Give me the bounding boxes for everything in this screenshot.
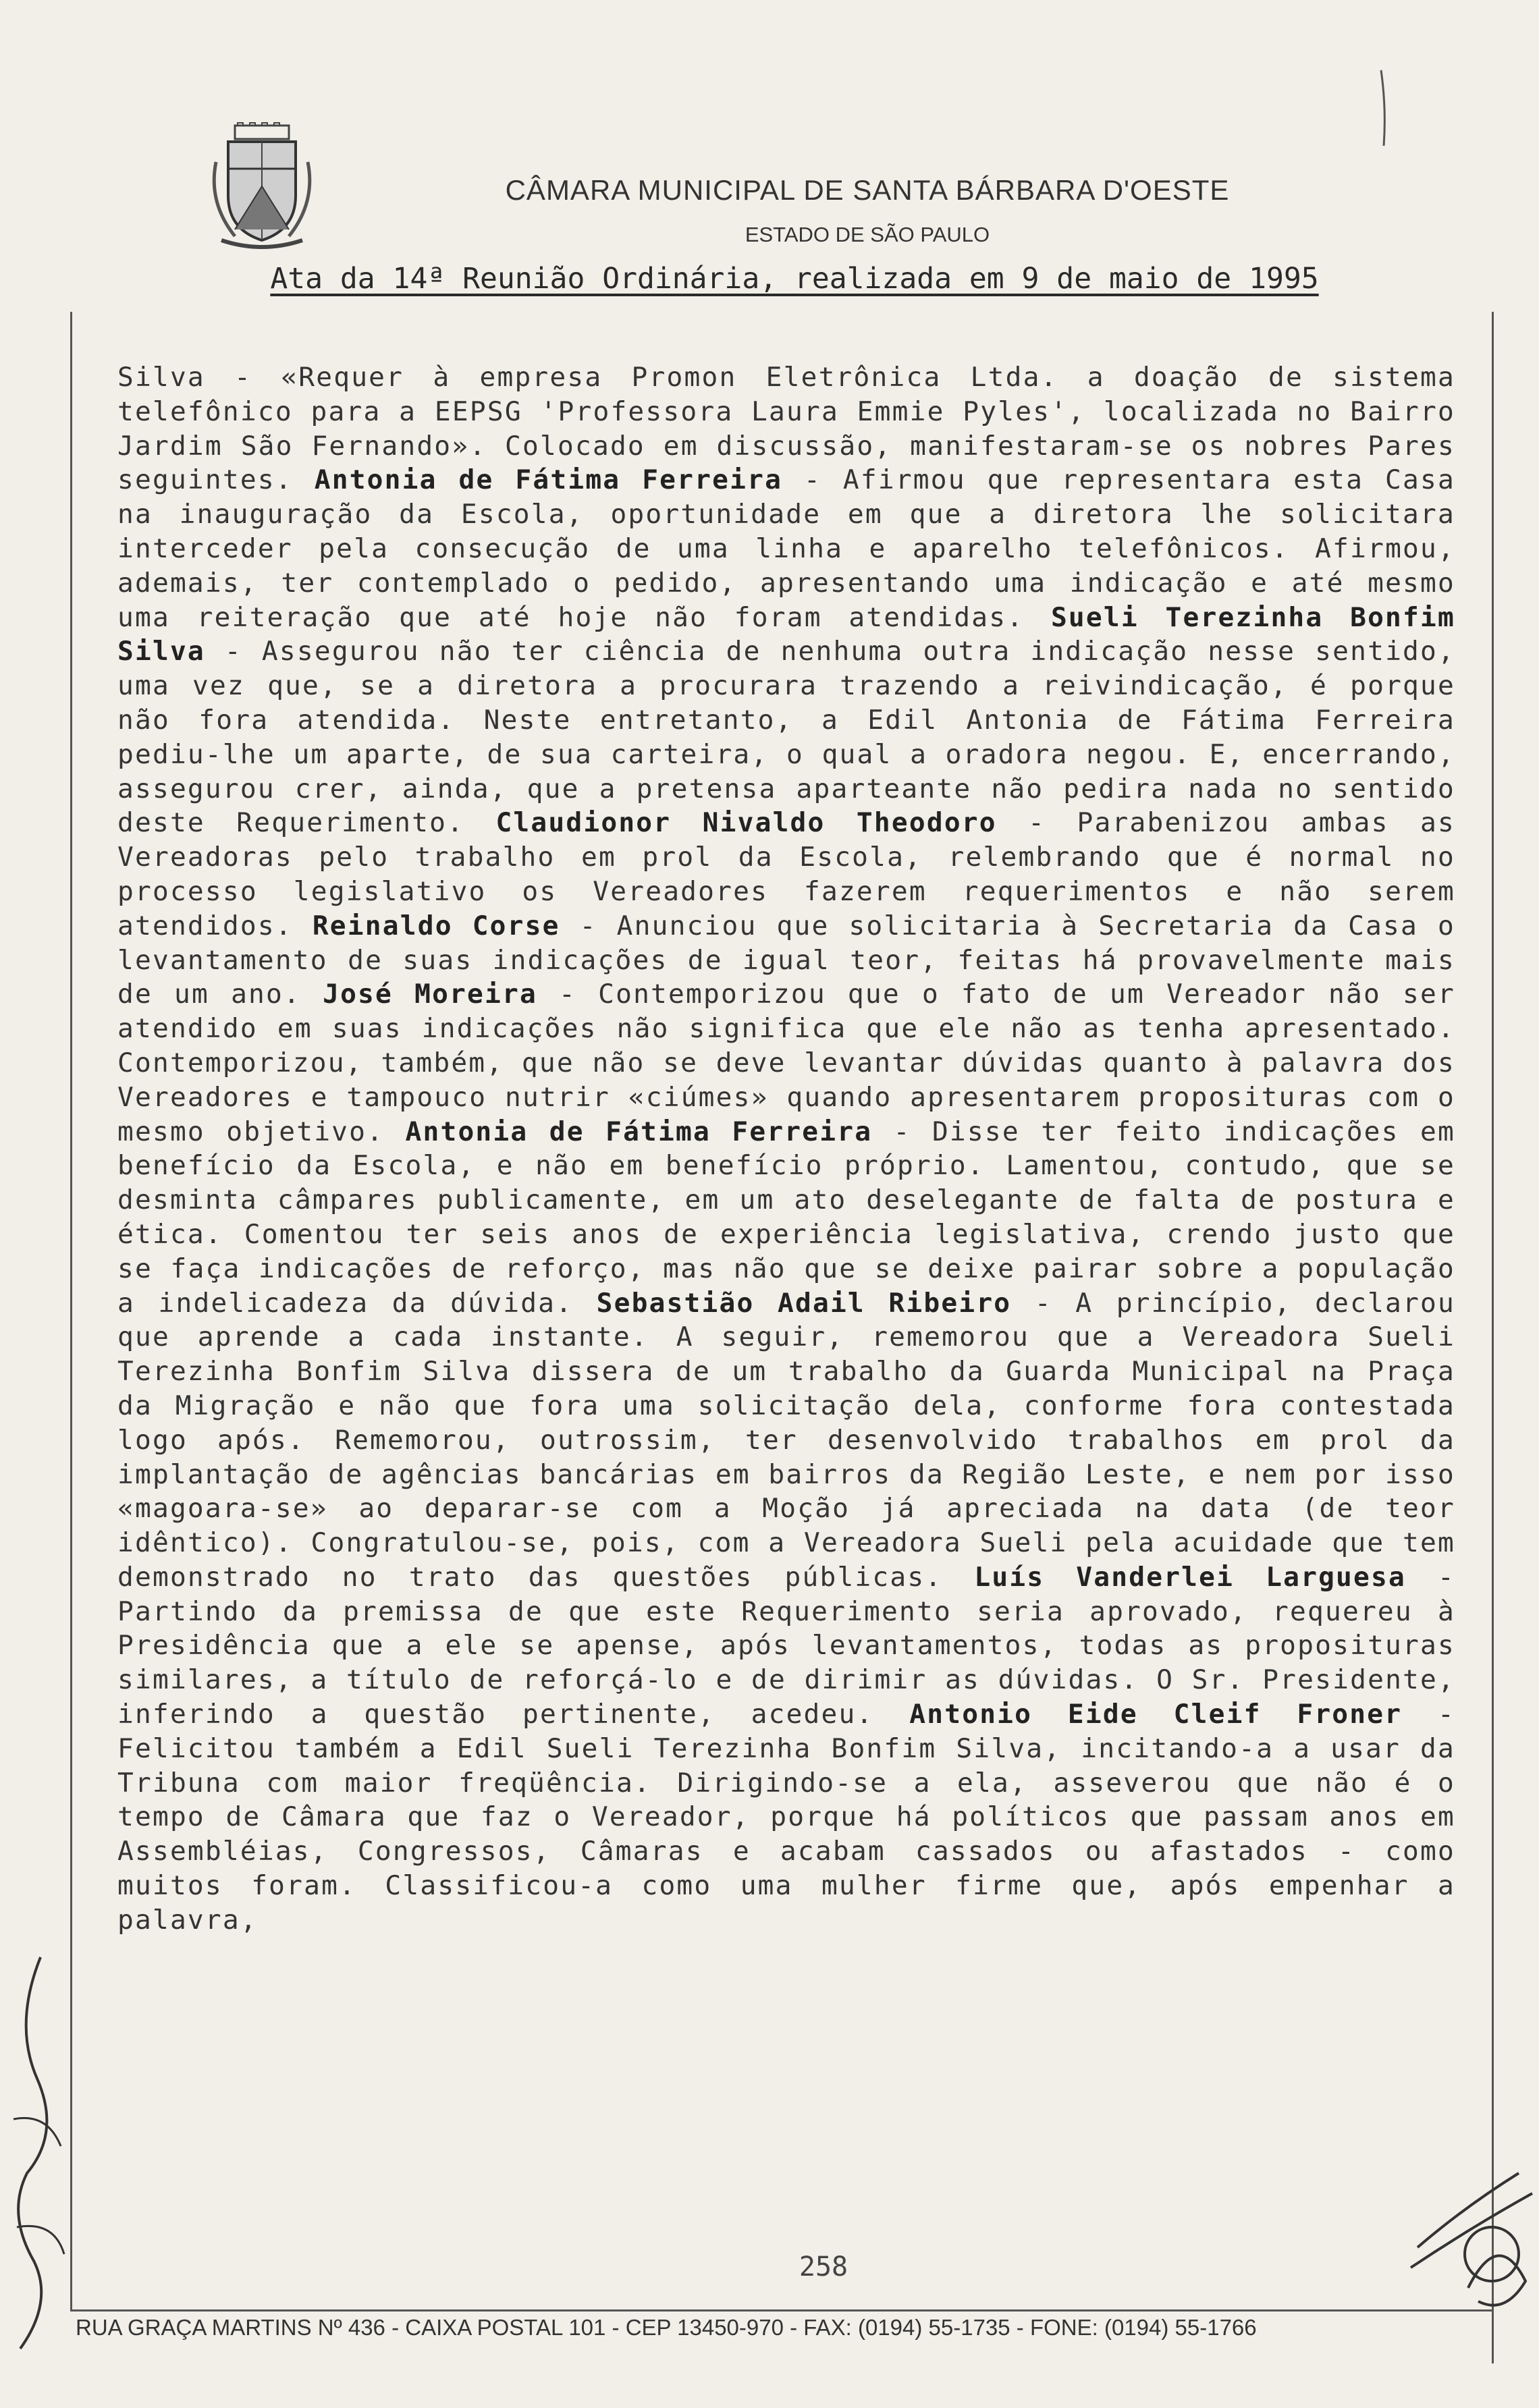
rubric-signature-icon — [1404, 2126, 1539, 2322]
page-number: 258 — [799, 2251, 848, 2282]
institution-name: CÂMARA MUNICIPAL DE SANTA BÁRBARA D'OESTE — [505, 174, 1230, 206]
pen-mark-icon — [1377, 67, 1390, 148]
speaker-name: Antonio Eide Cleif Froner — [909, 1699, 1403, 1730]
speaker-name: Luís Vanderlei Larguesa — [974, 1561, 1406, 1593]
municipal-coat-of-arms-icon — [208, 121, 316, 250]
text-segment: - A princípio, declarou que aprende a cada instante. A seguir, rememorou que a Vereadora Sueli Terezinha Bonfim Silva dissera de um trabalho da Guarda Municipal na Praça da Migração e não que fora uma solicitação dela, conforme fora contestada logo após. Rememorou, outrossim, ter desenvolvido trabalhos em prol da implantação de agências bancárias em bairros da Região Leste, e nem por isso «magoara-se» ao deparar-se com a Moção já apreciada na data (de teor idêntico). Congratulou-se, pois, com a Vereadora Sueli pela acuidade que tem demonstrado no trato das questões públicas. — [117, 1287, 1455, 1593]
text-segment: - Disse ter feito indicações em benefício da Escola, e não em benefício próprio. Lamentou, contudo, que se desminta câmpares publicamente, em um ato deselegante de falta de postura e ética. Comentou ter seis anos de experiência legislativa, crendo justo que se faça indicações de reforço, mas não que se deixe pairar sobre a população a indelicadeza da dúvida. — [117, 1116, 1455, 1319]
speaker-name: José Moreira — [323, 979, 537, 1010]
speaker-name: Reinaldo Corse — [312, 910, 560, 941]
right-margin-rule — [1492, 312, 1494, 2363]
address-footer: RUA GRAÇA MARTINS Nº 436 - CAIXA POSTAL 101 - CEP 13450-970 - FAX: (0194) 55-1735 - FONE: (0194) 55-1766 — [76, 2315, 1257, 2340]
text-segment: - Afirmou que representara esta Casa na inauguração da Escola, oportunidade em que a diretora lhe solicitara interceder pela consecução de uma linha e aparelho telefônicos. Afirmou, ademais, ter contemplado o pedido, apresentando uma indicação e até mesmo uma reiteração que até hoje não foram atendidas. — [117, 464, 1455, 633]
text-segment: Silva - «Requer à empresa Promon Eletrônica Ltda. a doação de sistema telefônico para a EEPSG 'Professora Laura Emmie Pyles', localizada no Bairro Jardim São Fernando». Colocado em discussão, manifestaram-se os nobres Pares seguintes. — [117, 362, 1455, 496]
text-segment: - Contemporizou que o fato de um Vereador não ser atendido em suas indicações não significa que ele não as tenha apresentado. Contemporizou, também, que não se deve levantar dúvidas quanto à palavra dos Vereadores e tampouco nutrir «ciúmes» quando apresentarem proposituras com o mesmo objetivo. — [117, 979, 1455, 1147]
margin-signature-icon — [0, 1944, 74, 2362]
text-segment: - Partindo da premissa de que este Requerimento seria aprovado, requereu à Presidência que a ele se apense, após levantamentos, todas as proposituras similares, a título de reforçá-lo e de dirimir as dúvidas. O Sr. Presidente, inferindo a questão pertinente, acedeu. — [117, 1561, 1455, 1730]
speaker-name: Antonia de Fátima Ferreira — [314, 464, 783, 496]
footer-rule — [70, 2309, 1493, 2311]
text-segment: - Parabenizou ambas as Vereadoras pelo trabalho em prol da Escola, relembrando que é normal no processo legislativo os Vereadores fazerem requerimentos e não serem atendidos. — [117, 807, 1455, 941]
minutes-body-text — [117, 360, 1455, 1938]
text-segment: - Felicitou também a Edil Sueli Terezinha Bonfim Silva, incitando-a a usar da Tribuna com maior freqüência. Dirigindo-se a ela, asseverou que não é o tempo de Câmara que faz o Vereador, porque há políticos que passam anos em Assembléias, Congressos, Câmaras e acabam cassados ou afastados - como muitos foram. Classificou-a como uma mulher firme que, após empenhar a palavra, — [117, 1699, 1456, 1936]
minutes-title: Ata da 14ª Reunião Ordinária, realizada em 9 de maio de 1995 — [270, 262, 1319, 296]
text-segment: - Assegurou não ter ciência de nenhuma outra indicação nesse sentido, uma vez que, se a diretora a procurara trazendo a reivindicação, é porque não fora atendida. Neste entretanto, a Edil Antonia de Fátima Ferreira pediu-lhe um aparte, de sua carteira, o qual a oradora negou. E, encerrando, assegurou crer, ainda, que a pretensa aparteante não pedira nada no sentido deste Requerimento. — [117, 636, 1455, 839]
speaker-name: Sueli Terezinha Bonfim Silva — [117, 601, 1455, 667]
speaker-name: Claudionor Nivaldo Theodoro — [495, 807, 997, 839]
text-segment: - Anunciou que solicitaria à Secretaria da Casa o levantamento de suas indicações de igual teor, feitas há provavelmente mais de um ano. — [117, 910, 1455, 1010]
speaker-name: Antonia de Fátima Ferreira — [405, 1116, 873, 1147]
speaker-name: Sebastião Adail Ribeiro — [596, 1287, 1012, 1319]
state-name: ESTADO DE SÃO PAULO — [745, 223, 990, 246]
